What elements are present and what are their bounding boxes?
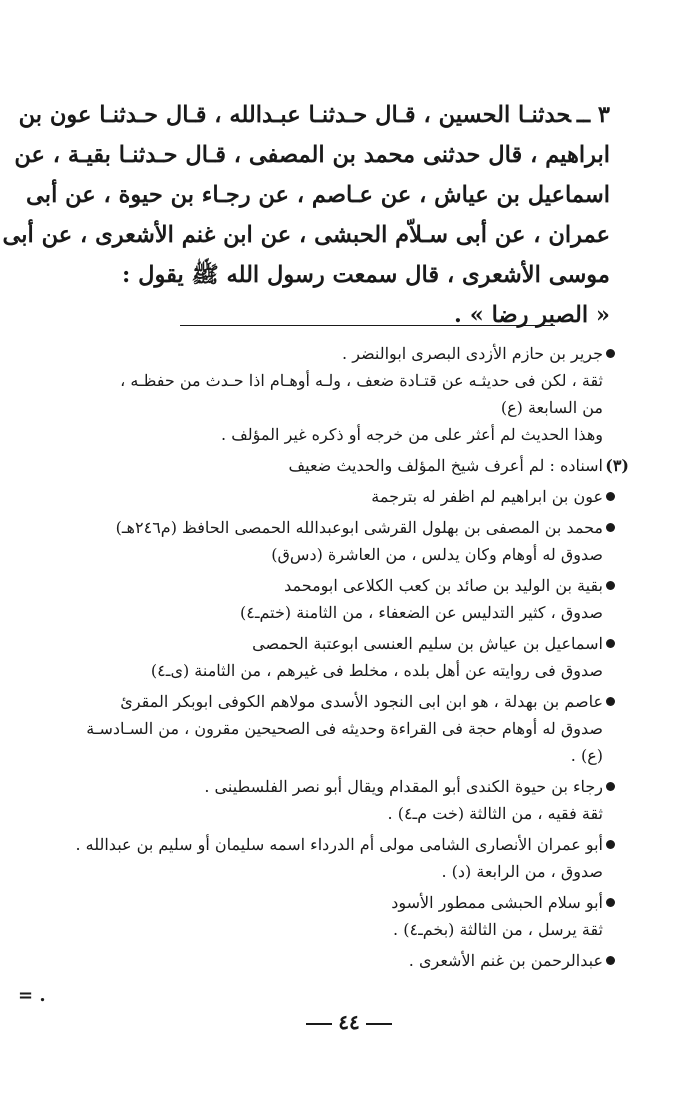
note-line: ثقة يرسل ، من الثالثة (بخم‌ـ٤) . (393, 920, 603, 939)
note-line: وهذا الحديث لم أعثر على من خرجه أو ذكره غير المؤلف . (221, 425, 603, 444)
hadith-line-4: عمران ، عن أبى سـلاّم الحبشى ، عن ابن غنم الأشعرى ، عن أبى (2, 222, 610, 248)
note-line: محمد بن المصفى بن بهلول القرشى ابوعبدالله الحمصى الحافظ (م٢٤٦هـ) (115, 518, 603, 537)
note-entry-ibn-ghanm (63, 947, 603, 974)
note-line: رجاء بن حيوة الكندى أبو المقدام ويقال أبو نصر الفلسطينى . (204, 777, 603, 796)
note-entry-musaffa (63, 514, 603, 568)
bullet-icon (606, 956, 615, 965)
note-entry-asim (63, 688, 603, 769)
note-entry-jarir (63, 340, 603, 448)
footnotes (63, 340, 629, 974)
bullet-icon (606, 898, 615, 907)
note-entry-raja (63, 773, 603, 827)
note-line: (ع) . (570, 746, 603, 765)
note-line: اسماعيل بن عياش بن سليم العنسى ابوعتبة الحمصى (252, 634, 603, 653)
note-line: عاصم بن بهدلة ، هو ابن ابى النجود الأسدى مولاهم الكوفى ابوبكر المقرئ (120, 692, 603, 711)
note-line: صدوق له أوهام حجة فى القراءة وحديثه فى الصحيحين مقرون ، من السـادسـة (86, 719, 603, 738)
note-line: جرير بن حازم الأزدى البصرى ابوالنضر . (342, 344, 603, 363)
bullet-icon (606, 492, 615, 501)
hadith-line-2: ابراهيم ، قال حدثنى محمد بن المصفى ، قـال حـدثنـا بقيـة ، عن (14, 142, 610, 168)
continuation-mark: = . (18, 985, 46, 1006)
bullet-icon (606, 581, 615, 590)
note-line: ثقة ، لكن فى حديثـه عن قتـادة ضعف ، ولـه أوهـام اذا حـدث من حفظـه ، (120, 371, 603, 390)
hadith-line-1: ٣ ــحدثنـا الحسين ، قـال حـدثنـا عبـدالله ، قـال حـدثنـا عون بن (18, 102, 610, 128)
footnote-divider (180, 325, 555, 326)
hadith-line-6: « الصبر رضا » . (454, 302, 610, 328)
note-line: صدوق له أوهام وكان يدلس ، من العاشرة (دس‌ق) (271, 545, 603, 564)
note-entry-abu-sallam (63, 889, 603, 943)
footer-dash-right (366, 1023, 392, 1025)
note-line: عبدالرحمن بن غنم الأشعرى . (408, 951, 603, 970)
note-line: صدوق ، كثير التدليس عن الضعفاء ، من الثامنة (ختم‌ـ٤) (240, 603, 603, 622)
footnote-marker: (٣) (605, 456, 629, 475)
note-entry-isnad (63, 452, 629, 479)
bullet-icon (606, 523, 615, 532)
note-entry-awn (63, 483, 603, 510)
bullet-icon (606, 349, 615, 358)
bullet-icon (606, 697, 615, 706)
footer-dash-left (306, 1023, 332, 1025)
bullet-icon (606, 840, 615, 849)
hadith-line-3: اسماعيل بن عياش ، عن عـاصم ، عن رجـاء بن حيوة ، عن أبى (26, 182, 610, 208)
note-entry-abu-imran (63, 831, 603, 885)
bullet-icon (606, 639, 615, 648)
note-line: اسناده : لم أعرف شيخ المؤلف والحديث ضعيف (288, 456, 603, 475)
note-entry-baqiyya (63, 572, 603, 626)
page-footer (0, 1010, 698, 1034)
note-entry-ismail (63, 630, 603, 684)
note-line: صدوق فى روايته عن أهل بلده ، مخلط فى غيرهم ، من الثامنة (ى‌ـ٤) (150, 661, 603, 680)
hadith-line-5: موسى الأشعرى ، قال سمعت رسول الله ﷺ يقول : (121, 262, 610, 288)
page-number: ٤٤ (338, 1010, 360, 1034)
note-line: ثقة فقيه ، من الثالثة (خت م‌ـ٤) . (387, 804, 603, 823)
hadith-text (2, 95, 610, 335)
note-line: من السابعة (ع) (500, 398, 603, 417)
note-line: صدوق ، من الرابعة (د) . (441, 862, 603, 881)
hadith-number: ٣ ــ (576, 102, 610, 128)
bullet-icon (606, 782, 615, 791)
note-line: أبو عمران الأنصارى الشامى مولى أم الدرداء اسمه سليمان أو سليم بن عبدالله . (75, 835, 603, 854)
note-line: بقية بن الوليد بن صائد بن كعب الكلاعى ابومحمد (284, 576, 603, 595)
note-line: أبو سلام الحبشى ممطور الأسود (391, 893, 603, 912)
note-line: عون بن ابراهيم لم اظفر له بترجمة (371, 487, 603, 506)
